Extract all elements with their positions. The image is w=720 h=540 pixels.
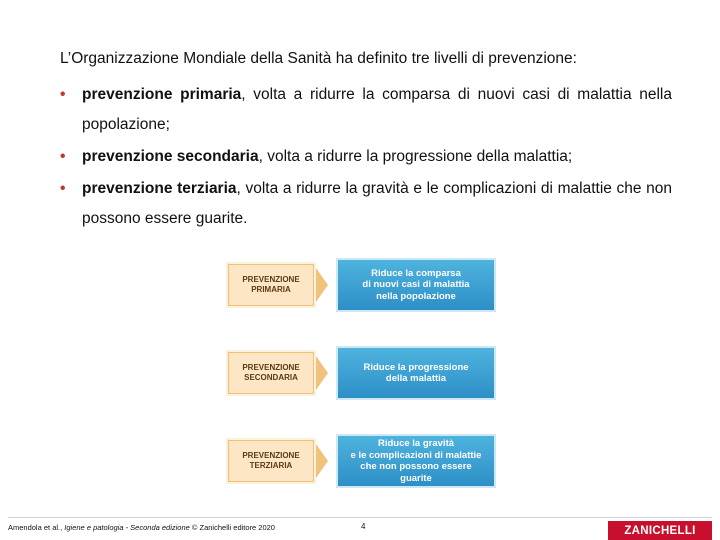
list-item-tertiary (60, 174, 672, 234)
footer-authors: Amendola et al., (8, 523, 65, 532)
level-label: PREVENZIONE (242, 275, 300, 284)
effect-line: Riduce la progressione (363, 361, 469, 373)
term-primary: prevenzione primaria (82, 86, 242, 103)
effect-box-secondary (336, 346, 496, 400)
level-label: PREVENZIONE (242, 363, 300, 372)
bullet-icon: • (60, 148, 66, 165)
intro-text: L’Organizzazione Mondiale della Sanità ha definito tre livelli di prevenzione: (60, 50, 577, 67)
arrow-icon (316, 444, 328, 478)
diagram-row-primary (228, 258, 498, 318)
footer-credits (8, 523, 275, 532)
effect-line: di nuovi casi di malattia (362, 279, 470, 291)
effect-box-tertiary (336, 434, 496, 488)
footer-divider (8, 517, 712, 518)
page-number: 4 (361, 522, 366, 531)
effect-line: nella popolazione (376, 290, 456, 302)
effect-box-primary (336, 258, 496, 312)
description-primary: , volta a ridurre la comparsa di nuovi casi di malattia nella popolazione; (82, 86, 672, 133)
term-secondary: prevenzione secondaria (82, 148, 259, 165)
effect-line: della malattia (385, 373, 447, 384)
list-item-secondary (60, 142, 672, 172)
level-box-primary (228, 264, 314, 306)
effect-line: e le complicazioni di malattie (350, 449, 482, 461)
arrow-icon (316, 268, 328, 302)
arrow-icon (316, 356, 328, 390)
level-label: TERZIARIA (249, 461, 293, 470)
description-secondary: , volta a ridurre la progressione della malattia; (258, 148, 573, 165)
term-tertiary: prevenzione terziaria (82, 180, 237, 197)
effect-line: che non possono essere guarite (360, 461, 472, 484)
list-item-primary (60, 80, 672, 140)
effect-line: Riduce la gravità (377, 438, 455, 449)
level-box-tertiary (228, 440, 314, 482)
description-tertiary: , volta a ridurre la gravità e le complicazioni di malattie che non possono essere guarite. (82, 180, 672, 227)
level-label: PREVENZIONE (242, 451, 300, 460)
bullet-icon: • (60, 86, 66, 103)
diagram-row-secondary (228, 346, 498, 406)
level-label: SECONDARIA (244, 373, 298, 382)
prevention-list (60, 80, 672, 236)
footer-publisher: © Zanichelli editore 2020 (189, 523, 275, 532)
diagram-row-tertiary (228, 434, 498, 494)
effect-line: Riduce la comparsa (371, 267, 461, 279)
level-box-secondary (228, 352, 314, 394)
level-label: PRIMARIA (251, 285, 291, 294)
footer-book-title: Igiene e patologia - Seconda edizione (64, 523, 190, 532)
prevention-diagram (228, 258, 498, 488)
bullet-icon: • (60, 180, 66, 197)
zanichelli-logo: ZANICHELLI (608, 521, 712, 540)
